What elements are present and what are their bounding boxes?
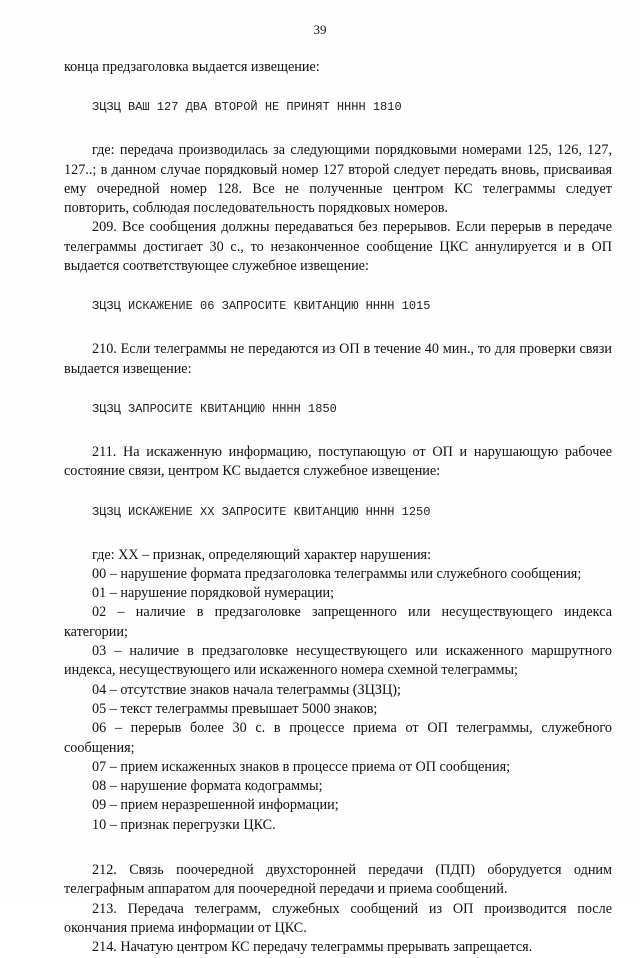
paragraph-214: 214. Начатую центром КС передачу телеграммы прерывать запрещается. — [92, 939, 533, 956]
list-item-03: 03 – наличие в предзаголовке несуществующего или искаженного маршрутного индекса, несуществующего или искаженного номера схемной телеграммы; — [64, 643, 612, 679]
page-body — [64, 58, 612, 958]
list-item-09: 09 – прием неразрешенной информации; — [92, 797, 339, 814]
code-notice-1: ЗЦЗЦ ВАШ 127 ДВА ВТОРОЙ НЕ ПРИНЯТ НННН 1810 — [92, 100, 402, 115]
paragraph-where-2: где: ХХ – признак, определяющий характер нарушения: — [92, 546, 432, 563]
list-item-07: 07 – прием искаженных знаков в процессе приема от ОП сообщения; — [92, 758, 511, 775]
list-item-06: 06 – перерыв более 30 с. в процессе приема от ОП телеграммы, служебного сообщения; — [64, 720, 612, 756]
paragraph-213: 213. Передача телеграмм, служебных сообщений из ОП производится после окончания приема информации от ЦКС. — [64, 900, 612, 936]
list-item-08: 08 – нарушение формата кодограммы; — [92, 778, 323, 795]
paragraph-211: 211. На искаженную информацию, поступающую от ОП и нарушающую рабочее состояние связи, центром КС выдается служебное извещение: — [64, 443, 612, 480]
list-item-04: 04 – отсутствие знаков начала телеграммы (ЗЦЗЦ); — [92, 681, 401, 698]
paragraph-209: 209. Все сообщения должны передаваться без перерывов. Если перерыв в передаче телеграммы достигает 30 с., то незаконченное сообщение ЦКС аннулируется и в ОП выдается соответствующее служебное извещение: — [64, 219, 612, 275]
code-notice-4: ЗЦЗЦ ИСКАЖЕНИЕ ХХ ЗАПРОСИТЕ КВИТАНЦИЮ НННН 1250 — [92, 504, 431, 519]
paragraph-intro: конца предзаголовка выдается извещение: — [64, 59, 320, 75]
list-item-00: 00 – нарушение формата предзаголовка телеграммы или служебного сообщения; — [92, 565, 582, 582]
paragraph-212: 212. Связь поочередной двухсторонней передачи (ПДП) оборудуется одним телеграфным аппаратом для поочередной передачи и приема сообщений. — [64, 862, 612, 898]
code-notice-3: ЗЦЗЦ ЗАПРОСИТЕ КВИТАНЦИЮ НННН 1850 — [92, 401, 337, 416]
page-number: 39 — [313, 22, 327, 37]
paragraph-where-1: где: передача производилась за следующими порядковыми номерами 125, 126, 127, 127..; в данном случае порядковый номер 127 второй следует передать вновь, присваивая ему очередной номер 128. Все не полученные центром КС телеграммы следует повторить, соблюдая последовательность порядковых номеров. — [64, 142, 612, 217]
list-item-02: 02 – наличие в предзаголовке запрещенного или несуществующего индекса категории; — [64, 604, 612, 640]
code-notice-2: ЗЦЗЦ ИСКАЖЕНИЕ 06 ЗАПРОСИТЕ КВИТАНЦИЮ НННН 1015 — [92, 299, 431, 314]
list-item-01: 01 – нарушение порядковой нумерации; — [92, 585, 335, 602]
paragraph-210: 210. Если телеграммы не передаются из ОП в течение 40 мин., то для проверки связи выдается извещение: — [64, 341, 612, 377]
list-item-10: 10 – признак перегрузки ЦКС. — [92, 816, 276, 833]
list-item-05: 05 – текст телеграммы превышает 5000 знаков; — [92, 700, 378, 717]
